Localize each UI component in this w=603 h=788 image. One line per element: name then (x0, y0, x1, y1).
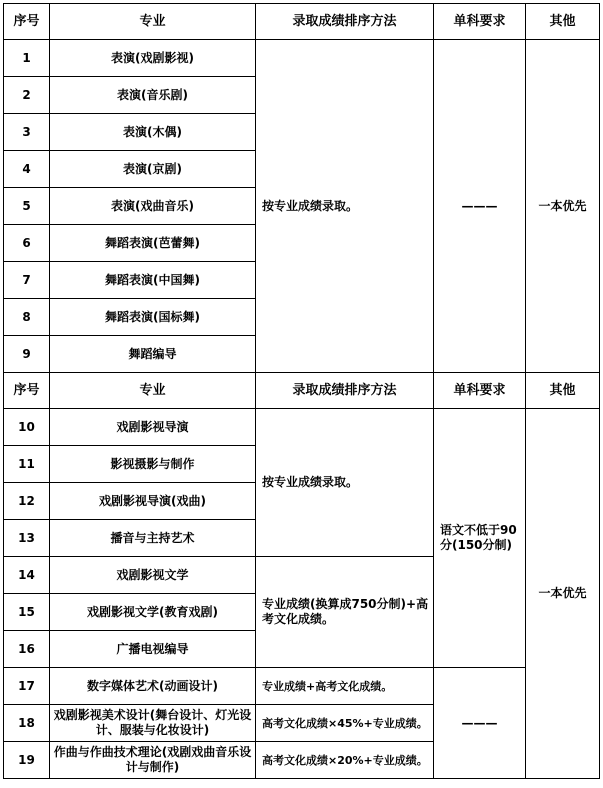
row-number: 18 (4, 705, 50, 742)
subject-cell: 语文不低于90分(150分制) (434, 409, 526, 668)
row-number: 6 (4, 225, 50, 262)
header-row (4, 373, 600, 409)
header-no: 序号 (4, 4, 50, 40)
row-major: 表演(木偶) (50, 114, 256, 151)
row-major: 表演(音乐剧) (50, 77, 256, 114)
row-major: 舞蹈表演(芭蕾舞) (50, 225, 256, 262)
row-number: 9 (4, 336, 50, 373)
row-number: 13 (4, 520, 50, 557)
other-cell: 一本优先 (526, 40, 600, 373)
row-major: 表演(京剧) (50, 151, 256, 188)
row-major: 戏剧影视文学(教育戏剧) (50, 594, 256, 631)
row-number: 11 (4, 446, 50, 483)
row-major: 戏剧影视文学 (50, 557, 256, 594)
other-cell: 一本优先 (526, 409, 600, 779)
row-number: 19 (4, 742, 50, 779)
row-number: 4 (4, 151, 50, 188)
method-cell: 高考文化成绩×45%+专业成绩。 (256, 705, 434, 742)
header-no: 序号 (4, 373, 50, 409)
method-cell: 专业成绩(换算成750分制)+高考文化成绩。 (256, 557, 434, 668)
subject-cell: ——— (434, 668, 526, 779)
row-number: 8 (4, 299, 50, 336)
row-number: 14 (4, 557, 50, 594)
method-cell: 按专业成绩录取。 (256, 409, 434, 557)
subject-cell: ——— (434, 40, 526, 373)
row-number: 2 (4, 77, 50, 114)
header-subject: 单科要求 (434, 373, 526, 409)
row-number: 15 (4, 594, 50, 631)
row-number: 10 (4, 409, 50, 446)
row-number: 16 (4, 631, 50, 668)
table-row (4, 668, 600, 705)
row-major: 表演(戏曲音乐) (50, 188, 256, 225)
header-subject: 单科要求 (434, 4, 526, 40)
row-number: 1 (4, 40, 50, 77)
method-cell: 高考文化成绩×20%+专业成绩。 (256, 742, 434, 779)
row-major: 舞蹈表演(中国舞) (50, 262, 256, 299)
header-method: 录取成绩排序方法 (256, 4, 434, 40)
row-major: 作曲与作曲技术理论(戏剧戏曲音乐设计与制作) (50, 742, 256, 779)
row-major: 播音与主持艺术 (50, 520, 256, 557)
header-other: 其他 (526, 373, 600, 409)
admission-table (3, 3, 600, 779)
row-major: 舞蹈编导 (50, 336, 256, 373)
row-major: 表演(戏剧影视) (50, 40, 256, 77)
row-major: 戏剧影视导演 (50, 409, 256, 446)
row-number: 3 (4, 114, 50, 151)
row-major: 舞蹈表演(国标舞) (50, 299, 256, 336)
method-cell: 按专业成绩录取。 (256, 40, 434, 373)
row-major: 戏剧影视美术设计(舞台设计、灯光设计、服装与化妆设计) (50, 705, 256, 742)
row-number: 12 (4, 483, 50, 520)
row-number: 7 (4, 262, 50, 299)
method-cell: 专业成绩+高考文化成绩。 (256, 668, 434, 705)
header-major: 专业 (50, 4, 256, 40)
row-number: 5 (4, 188, 50, 225)
table-row (4, 40, 600, 77)
header-row (4, 4, 600, 40)
row-major: 广播电视编导 (50, 631, 256, 668)
header-major: 专业 (50, 373, 256, 409)
row-number: 17 (4, 668, 50, 705)
row-major: 戏剧影视导演(戏曲) (50, 483, 256, 520)
table-row (4, 409, 600, 446)
row-major: 数字媒体艺术(动画设计) (50, 668, 256, 705)
header-other: 其他 (526, 4, 600, 40)
row-major: 影视摄影与制作 (50, 446, 256, 483)
header-method: 录取成绩排序方法 (256, 373, 434, 409)
